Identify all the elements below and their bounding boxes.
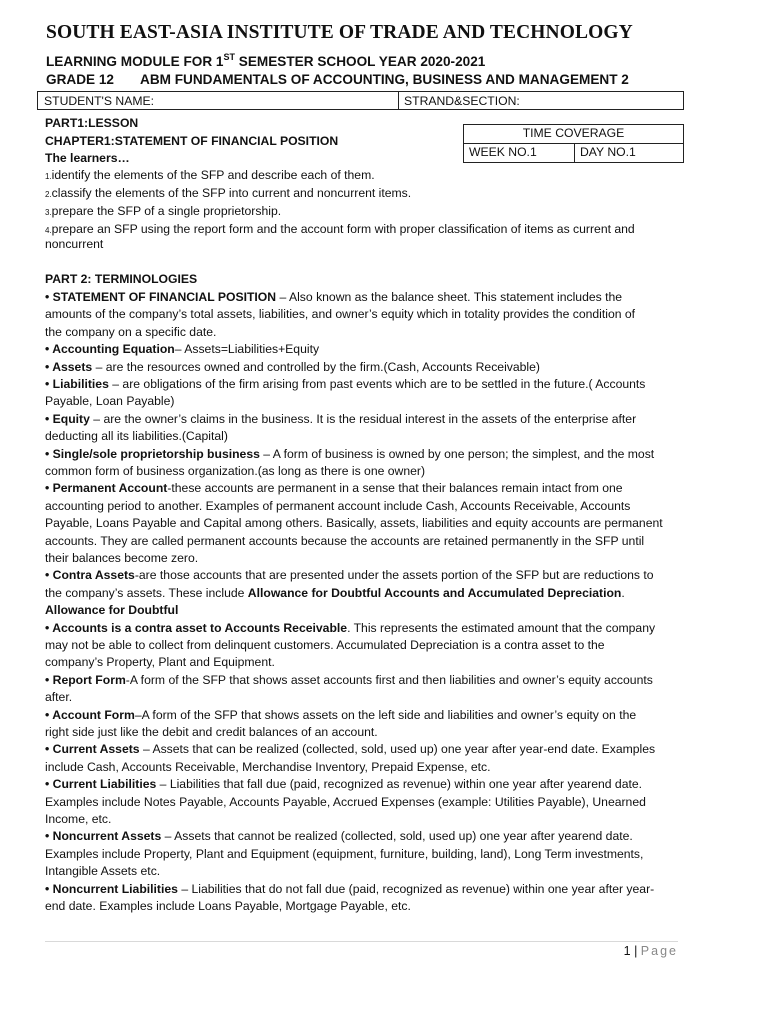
grade-label: GRADE 12 xyxy=(46,72,114,87)
term-definition: may not be able to collect from delinquent customers. Accumulated Depreciation is a contra asset to the xyxy=(45,638,605,652)
terminology-line xyxy=(45,290,622,304)
terminology-line xyxy=(45,725,378,739)
term-definition: – Assets that can be realized (collected, sold, used up) one year after year-end date. Examples xyxy=(139,742,656,757)
module-superscript: ST xyxy=(223,52,235,62)
term-definition: . xyxy=(621,585,625,600)
objective-number: 4. xyxy=(45,226,52,235)
term-definition: Income, etc. xyxy=(45,812,112,826)
terminology-line xyxy=(45,638,605,652)
terminology-line xyxy=(45,760,491,774)
term-name: • Equity xyxy=(45,411,90,426)
term-name: • Noncurrent Liabilities xyxy=(45,881,178,896)
footer-separator: | xyxy=(630,944,641,958)
term-definition: company’s Property, Plant and Equipment. xyxy=(45,655,275,670)
subject-label: ABM FUNDAMENTALS OF ACCOUNTING, BUSINESS AND MANAGEMENT 2 xyxy=(140,72,629,87)
time-coverage-table xyxy=(463,124,684,163)
objective-text: prepare the SFP of a single proprietorship. xyxy=(51,204,282,218)
objective-text: identify the elements of the SFP and describe each of them. xyxy=(51,168,375,182)
term-definition: – Also known as the balance sheet. This statement includes the xyxy=(276,290,623,304)
footer-rule xyxy=(45,941,678,942)
terminology-line xyxy=(45,394,174,408)
terminology-line xyxy=(45,429,228,443)
strand-section-cell: STRAND&SECTION: xyxy=(404,94,520,108)
terminology-line xyxy=(45,307,635,321)
term-definition: deducting all its liabilities.(Capital) xyxy=(45,429,228,444)
term-definition: -are those accounts that are presented under the assets portion of the SFP but are reductions to xyxy=(134,568,654,583)
term-definition: – Assets that cannot be realized (collected, sold, used up) one year after yearend date. xyxy=(161,829,633,844)
term-definition: – Liabilities that do not fall due (paid, recognized as revenue) within one year after year- xyxy=(177,881,655,896)
term-definition: Payable, Loans Payable and Capital among others. Basically, assets, liabilities and equity accounts are permanent xyxy=(45,516,663,531)
module-suffix: SEMESTER SCHOOL YEAR 2020-2021 xyxy=(235,54,486,69)
terminology-line xyxy=(45,568,654,582)
terminology-line xyxy=(45,621,655,635)
module-prefix: LEARNING MODULE FOR 1 xyxy=(46,54,224,69)
module-title xyxy=(46,52,485,69)
objective-item xyxy=(45,186,411,202)
term-definition: include Cash, Accounts Receivable, Merchandise Inventory, Prepaid Expense, etc. xyxy=(45,759,491,774)
term-definition: end date. Examples include Loans Payable, Mortgage Payable, etc. xyxy=(45,899,411,913)
term-name: • Single/sole proprietorship business xyxy=(45,446,260,461)
page-footer xyxy=(624,944,678,958)
objective-item xyxy=(45,168,375,184)
term-definition: – Assets=Liabilities+Equity xyxy=(174,342,320,357)
term-definition: the company on a specific date. xyxy=(45,324,217,339)
term-name: • Contra Assets xyxy=(45,568,135,583)
student-info-table xyxy=(37,91,684,110)
terminology-line xyxy=(45,655,275,669)
terminology-line xyxy=(45,673,653,687)
term-definition: – are obligations of the firm arising from past events which are to be settled in the future.( Accounts xyxy=(108,377,646,391)
term-name: • STATEMENT OF FINANCIAL POSITION xyxy=(45,290,277,304)
terminology-line xyxy=(45,795,646,809)
term-definition: Intangible Assets etc. xyxy=(45,864,161,879)
objective-number: 2. xyxy=(45,190,52,199)
objective-item xyxy=(45,222,635,238)
terminology-line xyxy=(45,325,216,339)
week-cell: WEEK NO.1 xyxy=(464,144,575,162)
student-name-cell: STUDENT'S NAME: xyxy=(38,92,399,109)
terminology-line xyxy=(45,882,654,896)
term-definition: the company’s assets. These include xyxy=(45,585,248,600)
term-name: • Noncurrent Assets xyxy=(45,829,162,844)
term-name: • Current Liabilities xyxy=(45,777,157,792)
objective-text: prepare an SFP using the report form and the account form with proper classification of items as current and xyxy=(51,222,635,236)
term-definition: – are the owner’s claims in the business. It is the residual interest in the assets of the enterprise after xyxy=(89,411,637,426)
terminology-line xyxy=(45,360,540,374)
institution-title: SOUTH EAST-ASIA INSTITUTE OF TRADE AND TECHNOLOGY xyxy=(46,22,633,43)
objective-item xyxy=(45,204,281,220)
terminology-line xyxy=(45,586,625,600)
term-definition: Examples include Property, Plant and Equipment (equipment, furniture, building, land), Long Term investments, xyxy=(45,846,644,861)
terminology-line xyxy=(45,708,636,722)
page-label: Page xyxy=(640,944,678,958)
page-number: 1 xyxy=(623,944,631,958)
term-definition: accounts. They are called permanent accounts because the accounts are retained permanently in the SFP until xyxy=(45,533,645,548)
term-definition: -these accounts are permanent in a sense that their balances remain intact from one xyxy=(167,481,623,496)
term-name: • Account Form xyxy=(45,707,135,722)
terminology-line xyxy=(45,551,198,565)
terminology-line xyxy=(45,899,411,913)
day-cell: DAY NO.1 xyxy=(580,145,636,159)
term-emphasis: Allowance for Doubtful Accounts and Accumulated Depreciation xyxy=(247,585,622,600)
chapter-heading: CHAPTER1:STATEMENT OF FINANCIAL POSITION xyxy=(45,134,339,148)
objective-4-continuation: noncurrent xyxy=(45,237,104,251)
term-definition: amounts of the company’s total assets, liabilities, and owner’s equity which in totality provides the condition of xyxy=(45,307,636,322)
objective-number: 3. xyxy=(45,208,52,217)
terminology-line xyxy=(45,864,160,878)
objective-number: 1. xyxy=(45,172,52,181)
term-definition: -A form of the SFP that shows asset accounts first and then liabilities and owner’s equity accounts xyxy=(125,672,653,687)
terminology-line xyxy=(45,829,633,843)
terminology-line xyxy=(45,377,645,391)
terminology-line xyxy=(45,603,178,617)
term-name: • Accounts is a contra asset to Accounts Receivable xyxy=(45,620,348,635)
terminology-line xyxy=(45,690,72,704)
term-definition: their balances become zero. xyxy=(45,551,199,565)
terminology-line xyxy=(45,342,319,356)
term-name: • Assets xyxy=(45,359,93,374)
terminology-line xyxy=(45,847,643,861)
term-definition: – A form of business is owned by one person; the simplest, and the most xyxy=(259,446,655,461)
terminology-line xyxy=(45,742,655,756)
term-definition: after. xyxy=(45,690,73,705)
lesson-part-heading: PART1:LESSON xyxy=(45,116,139,130)
terminology-line xyxy=(45,464,425,478)
term-definition: common form of business organization.(as long as there is one owner) xyxy=(45,464,426,478)
learners-heading: The learners… xyxy=(45,151,130,165)
term-definition: . This represents the estimated amount that the company xyxy=(347,620,656,635)
terminology-line xyxy=(45,412,636,426)
term-definition: –A form of the SFP that shows assets on the left side and liabilities and owner’s equity on the xyxy=(134,707,637,722)
term-definition: right side just like the debit and credit balances of an account. xyxy=(45,725,378,739)
term-name: • Liabilities xyxy=(45,377,109,391)
objective-text: classify the elements of the SFP into current and noncurrent items. xyxy=(51,186,412,200)
term-name: • Accounting Equation xyxy=(45,342,175,357)
terminology-line xyxy=(45,534,644,548)
terminology-line xyxy=(45,447,654,461)
term-name: Allowance for Doubtful xyxy=(45,603,179,618)
term-definition: Payable, Loan Payable) xyxy=(45,394,175,409)
terminologies-heading: PART 2: TERMINOLOGIES xyxy=(45,272,198,286)
terminology-line xyxy=(45,812,111,826)
time-coverage-title: TIME COVERAGE xyxy=(464,125,683,144)
terminology-line xyxy=(45,777,642,791)
subject-line xyxy=(46,72,629,87)
term-definition: – Liabilities that fall due (paid, recognized as revenue) within one year after yearend date. xyxy=(156,777,643,792)
term-definition: – are the resources owned and controlled by the firm.(Cash, Accounts Receivable) xyxy=(92,359,540,374)
terminology-line xyxy=(45,499,630,513)
term-name: • Report Form xyxy=(45,672,126,687)
term-definition: Examples include Notes Payable, Accounts Payable, Accrued Expenses (example: Utilities Payable), Unearned xyxy=(45,794,646,809)
term-name: • Current Assets xyxy=(45,742,140,757)
term-definition: accounting period to another. Examples of permanent account include Cash, Accounts Receivable, Accounts xyxy=(45,498,631,513)
terminology-line xyxy=(45,516,663,530)
term-name: • Permanent Account xyxy=(45,481,168,496)
terminology-line xyxy=(45,481,623,495)
